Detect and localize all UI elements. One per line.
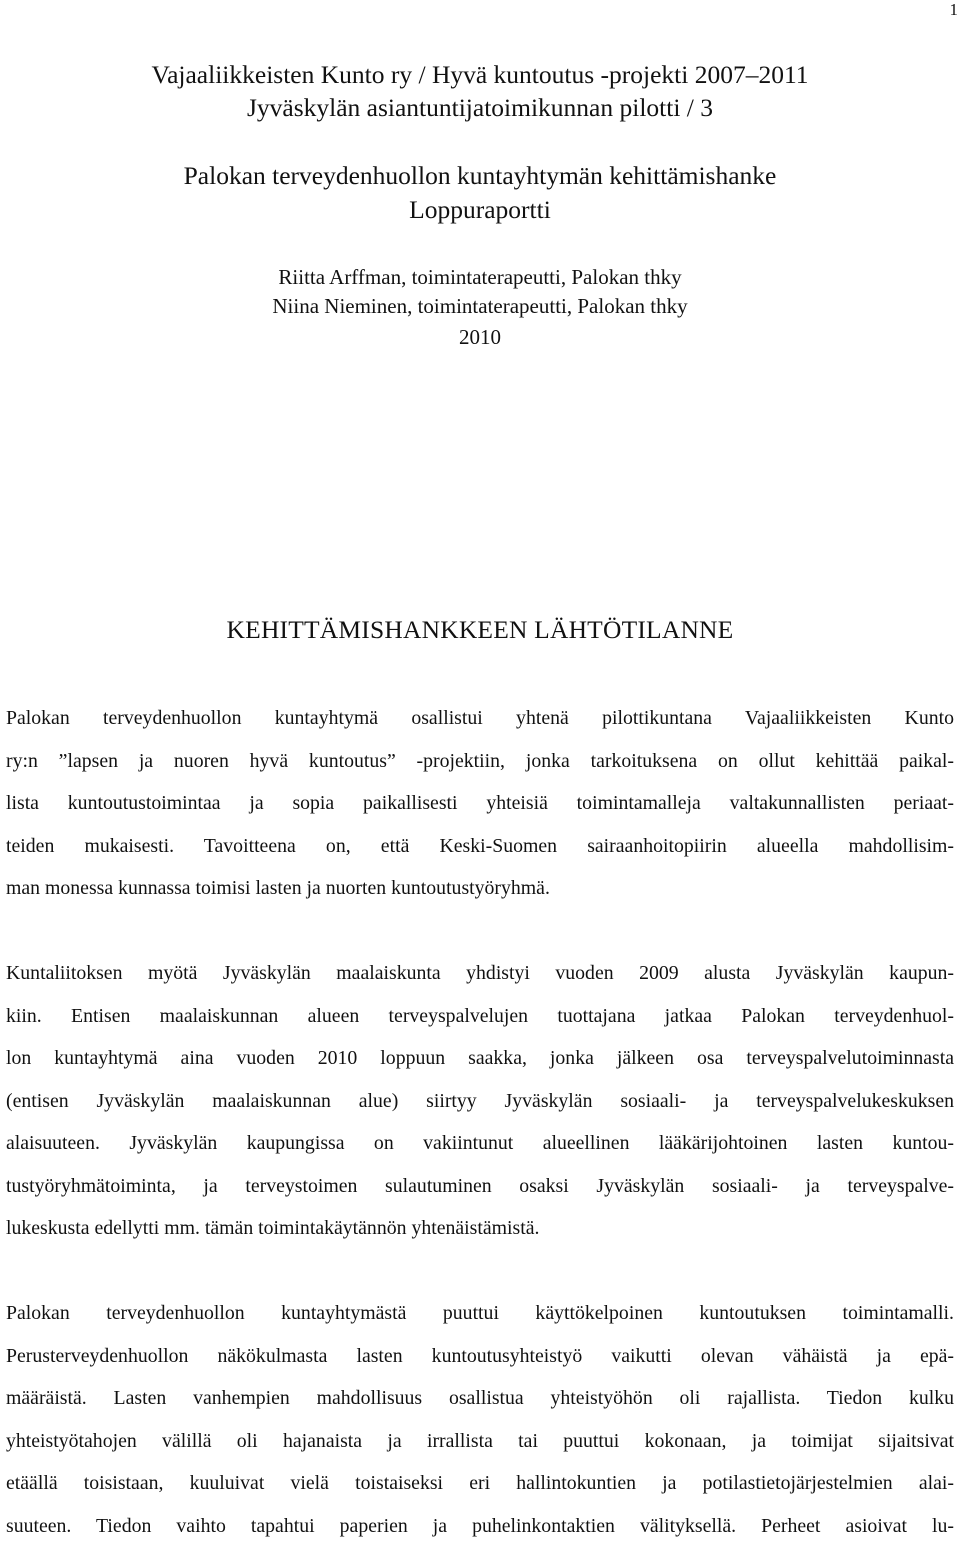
paragraph-line: lon kuntayhtymä aina vuoden 2010 loppuun saakka, jonka jälkeen osa terveyspalvelutoiminnasta [6, 1037, 954, 1080]
paragraph-line: kiin. Entisen maalaiskunnan alueen terveyspalvelujen tuottajana jatkaa Palokan terveydenhuol- [6, 995, 954, 1038]
paragraph-line: alaisuuteen. Jyväskylän kaupungissa on vakiintunut alueellinen lääkärijohtoinen lasten kuntou- [6, 1122, 954, 1165]
title-line-hanke: Palokan terveydenhuollon kuntayhtymän kehittämishanke [0, 161, 960, 191]
paragraph-line: man monessa kunnassa toimisi lasten ja nuorten kuntoutustyöryhmä. [6, 867, 954, 910]
paragraph-2 [6, 952, 954, 1250]
paragraph-line: lista kuntoutustoimintaa ja sopia paikallisesti yhteisiä toimintamalleja valtakunnallisten periaat- [6, 782, 954, 825]
title-line-report: Loppuraportti [0, 195, 960, 225]
page-number: 1 [950, 0, 959, 20]
paragraph-3 [6, 1292, 954, 1547]
paragraph-line: Palokan terveydenhuollon kuntayhtymästä puuttui käyttökelpoinen kuntoutuksen toimintamalli. [6, 1292, 954, 1335]
author-2: Niina Nieminen, toimintaterapeutti, Palokan thky [0, 293, 960, 319]
paragraph-line: tustyöryhmätoiminta, ja terveystoimen sulautuminen osaksi Jyväskylän sosiaali- ja terveyspalve- [6, 1165, 954, 1208]
paragraph-line: Palokan terveydenhuollon kuntayhtymä osallistui yhtenä pilottikuntana Vajaaliikkeisten Kunto [6, 697, 954, 740]
paragraph-line: Perusterveydenhuollon näkökulmasta lasten kuntoutusyhteistyö vaikutti olevan vähäistä ja epä- [6, 1335, 954, 1378]
paragraph-line: etäällä toisistaan, kuuluivat vielä toistaiseksi eri hallintokuntien ja potilastietojärjestelmien alai- [6, 1462, 954, 1505]
title-line-project: Vajaaliikkeisten Kunto ry / Hyvä kuntoutus -projekti 2007–2011 [0, 60, 960, 90]
section-heading: KEHITTÄMISHANKKEEN LÄHTÖTILANNE [0, 615, 960, 645]
paragraph-line: ry:n ”lapsen ja nuoren hyvä kuntoutus” -projektiin, jonka tarkoituksena on ollut kehittää paikal- [6, 740, 954, 783]
paragraph-line: yhteistyötahojen välillä oli hajanaista ja irrallista tai puuttui kokonaan, ja toimijat sijaitsivat [6, 1420, 954, 1463]
paragraph-line: määräistä. Lasten vanhempien mahdollisuus osallistua yhteistyöhön oli rajallista. Tiedon kulku [6, 1377, 954, 1420]
paragraph-line: suuteen. Tiedon vaihto tapahtui paperien ja puhelinkontaktien välityksellä. Perheet asioivat lu- [6, 1505, 954, 1547]
paragraph-line: Kuntaliitoksen myötä Jyväskylän maalaiskunta yhdistyi vuoden 2009 alusta Jyväskylän kaupun- [6, 952, 954, 995]
paragraph-line: lukeskusta edellytti mm. tämän toimintakäytännön yhtenäistämistä. [6, 1207, 954, 1250]
title-line-pilot: Jyväskylän asiantuntijatoimikunnan pilotti / 3 [0, 93, 960, 123]
report-year: 2010 [0, 324, 960, 350]
author-1: Riitta Arffman, toimintaterapeutti, Palokan thky [0, 264, 960, 290]
paragraph-line: (entisen Jyväskylän maalaiskunnan alue) siirtyy Jyväskylän sosiaali- ja terveyspalvelukeskuksen [6, 1080, 954, 1123]
paragraph-1 [6, 697, 954, 910]
paragraph-line: teiden mukaisesti. Tavoitteena on, että Keski-Suomen sairaanhoitopiirin alueella mahdollisim- [6, 825, 954, 868]
